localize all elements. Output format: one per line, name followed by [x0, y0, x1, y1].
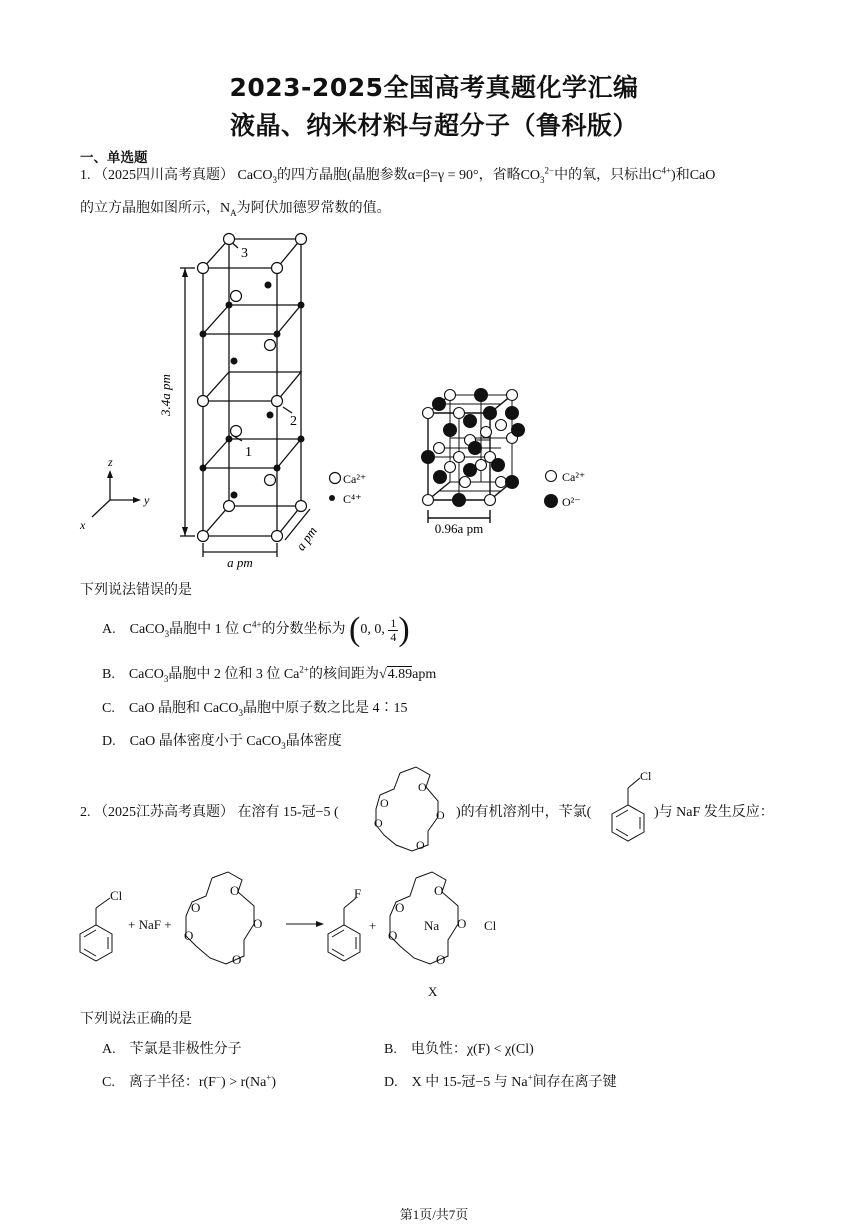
oxygen-atom: O [253, 916, 263, 931]
crown-ether-inline-structure [366, 763, 458, 861]
q1-option-c[interactable] [102, 699, 408, 719]
q1-option-a[interactable] [102, 613, 410, 647]
sub-A: A [230, 207, 237, 218]
fluorine-atom: F [354, 886, 362, 901]
height-label: 3.4a pm [158, 374, 173, 416]
chlorine-atom: Cl [484, 918, 497, 933]
position-1-label: 1 [245, 445, 252, 460]
right-paren: ) [398, 611, 410, 648]
sup-4plus: 4+ [661, 165, 672, 176]
sup-2plus: 2+ [299, 664, 309, 675]
q1-option-c-text: 晶胞中原子数之比是 4∶15 [243, 701, 408, 716]
q1-option-b-text: B. CaCO [102, 667, 164, 682]
oxygen-atom: O [184, 928, 194, 943]
q1-stem-text: 的立方晶胞如图所示，N [80, 201, 231, 216]
oxygen-atom: O [416, 838, 425, 852]
sup-plus: + [266, 1072, 272, 1083]
sqrt-value: 4.89 [387, 667, 413, 682]
reaction-plus-naf: + NaF + [128, 917, 172, 932]
q2-prompt: 下列说法正确的是 [80, 1012, 192, 1027]
fluoride-ion: F [208, 1075, 216, 1090]
q1-stem-text: CaCO [237, 168, 273, 183]
reaction-plus: + [369, 918, 377, 933]
oxygen-atom: O [232, 952, 242, 967]
oxygen-atom: O [395, 900, 405, 915]
sub-3: 3 [163, 673, 169, 684]
axis-y-label: y [144, 493, 150, 507]
oxygen-atom: O [380, 796, 389, 810]
q1-prompt: 下列说法错误的是 [80, 583, 192, 598]
q1-option-b-text: apm [412, 667, 437, 682]
sup-plus: + [527, 1072, 533, 1083]
chlorine-atom: Cl [640, 769, 652, 783]
q1-option-d[interactable] [102, 732, 342, 752]
document-title-line1: 2023-2025全国高考真题化学汇编 [229, 73, 639, 102]
cao-width-label: 0.96a pm [434, 521, 484, 536]
benzyl-chloride-inline-structure [600, 766, 660, 858]
sodium-ion: Na [249, 1075, 267, 1090]
position-2-label: 2 [290, 414, 297, 429]
sub-3: 3 [272, 174, 277, 185]
q2-option-c-text: > r [225, 1075, 246, 1090]
oxygen-atom: O [434, 883, 444, 898]
product-label-x: X [428, 984, 438, 999]
q2-stem-text: 在溶有 15-冠−5 ( [237, 805, 339, 820]
sqrt-sign: √ [378, 667, 387, 682]
q1-option-b-text: 的核间距为 [308, 667, 379, 682]
depth-label: a pm [292, 523, 320, 554]
q2-number: 2. [80, 805, 91, 820]
oxygen-atom: O [230, 883, 240, 898]
axis-x-label: x [80, 518, 86, 532]
sup-minus: − [215, 1072, 222, 1083]
q1-option-a-text: A. CaCO [102, 622, 165, 638]
q1-stem-text: 中的氧，只标出C [554, 168, 662, 183]
q1-stem-text: 为阿伏加德罗常数的值。 [236, 201, 391, 216]
cao-unit-cell-figure [410, 385, 610, 540]
oxygen-atom: O [436, 952, 446, 967]
fraction [388, 617, 398, 644]
q2-stem-part2: )的有机溶剂中，苄氯( [456, 805, 592, 820]
oxygen-atom: O [388, 928, 398, 943]
oxygen-atom: O [374, 816, 383, 830]
width-label: a pm [227, 555, 253, 570]
q1-stem-line2 [80, 199, 391, 219]
sub-3: 3 [164, 629, 170, 640]
page-number: 第1页/共7页 [399, 1207, 469, 1222]
q1-option-c-text: C. CaO 晶胞和 CaCO [102, 701, 239, 716]
q1-stem-line1 [80, 166, 715, 186]
q1-option-a-text: 的分数坐标为 [261, 622, 346, 638]
reaction-scheme [72, 860, 532, 1000]
q1-stem-text: )和CaO [671, 168, 716, 183]
sup-2minus: 2− [544, 165, 555, 176]
sub-3: 3 [540, 174, 545, 185]
document-title-line2: 液晶、纳米材料与超分子（鲁科版） [229, 111, 638, 140]
q2-stem-part1 [80, 803, 339, 823]
legend-ca-label: Ca²⁺ [343, 472, 367, 486]
sup-4plus: 4+ [251, 619, 262, 630]
q1-stem-text: 的四方晶胞(晶胞参数α=β=γ = 90°，省略CO [277, 168, 541, 183]
sub-3: 3 [238, 707, 243, 718]
q2-option-c-text: C. 离子半径：r [102, 1075, 204, 1090]
legend-c-label: C⁴⁺ [343, 492, 362, 506]
q1-option-d-text: D. CaO 晶体密度小于 CaCO [102, 734, 282, 749]
q1-option-b-text: 晶胞中 2 位和 3 位 Ca [168, 667, 300, 682]
oxygen-atom: O [436, 808, 445, 822]
cao-legend-o-marker [544, 494, 558, 508]
axis-z-label: z [108, 455, 113, 469]
q2-source: （2025江苏高考真题） [94, 805, 234, 820]
q2-option-d-text: 间存在离子键 [532, 1075, 617, 1090]
q2-option-a[interactable]: A. 苄氯是非极性分子 [102, 1042, 242, 1057]
sodium-atom: Na [424, 918, 440, 933]
q1-option-d-text: 晶体密度 [285, 734, 342, 749]
q2-option-d-text: D. X 中 15-冠−5 与 Na [384, 1075, 528, 1090]
q1-source: （2025四川高考真题） [94, 168, 234, 183]
cao-legend-ca-marker [546, 471, 557, 482]
oxygen-atom: O [418, 780, 427, 794]
q1-number: 1. [80, 168, 91, 183]
caco3-unit-cell-figure [70, 225, 430, 570]
cao-legend-o-label: O²⁻ [562, 495, 581, 509]
fraction-numerator: 1 [390, 615, 397, 630]
q1-option-a-text: 晶胞中 1 位 C [169, 622, 252, 638]
q1-option-b[interactable] [102, 665, 436, 685]
q1-option-a-coord: 0, 0, [360, 622, 385, 638]
q2-option-d[interactable] [384, 1073, 617, 1093]
section-heading: 一、单选题 [80, 150, 148, 166]
oxygen-atom: O [457, 916, 467, 931]
sub-3: 3 [281, 740, 286, 751]
position-3-label: 3 [241, 246, 248, 261]
q2-option-c[interactable]: C. 离子半径：r(F−) > r(Na+) [102, 1072, 277, 1090]
fraction-denominator: 4 [390, 629, 397, 644]
oxygen-atom: O [191, 900, 201, 915]
chlorine-atom: Cl [110, 888, 123, 903]
q2-option-b[interactable]: B. 电负性：χ(F) < χ(Cl) [384, 1042, 534, 1057]
q2-stem-part3: )与 NaF 发生反应： [654, 805, 774, 820]
cao-legend-ca-label: Ca²⁺ [562, 470, 586, 484]
left-paren: ( [349, 611, 361, 648]
